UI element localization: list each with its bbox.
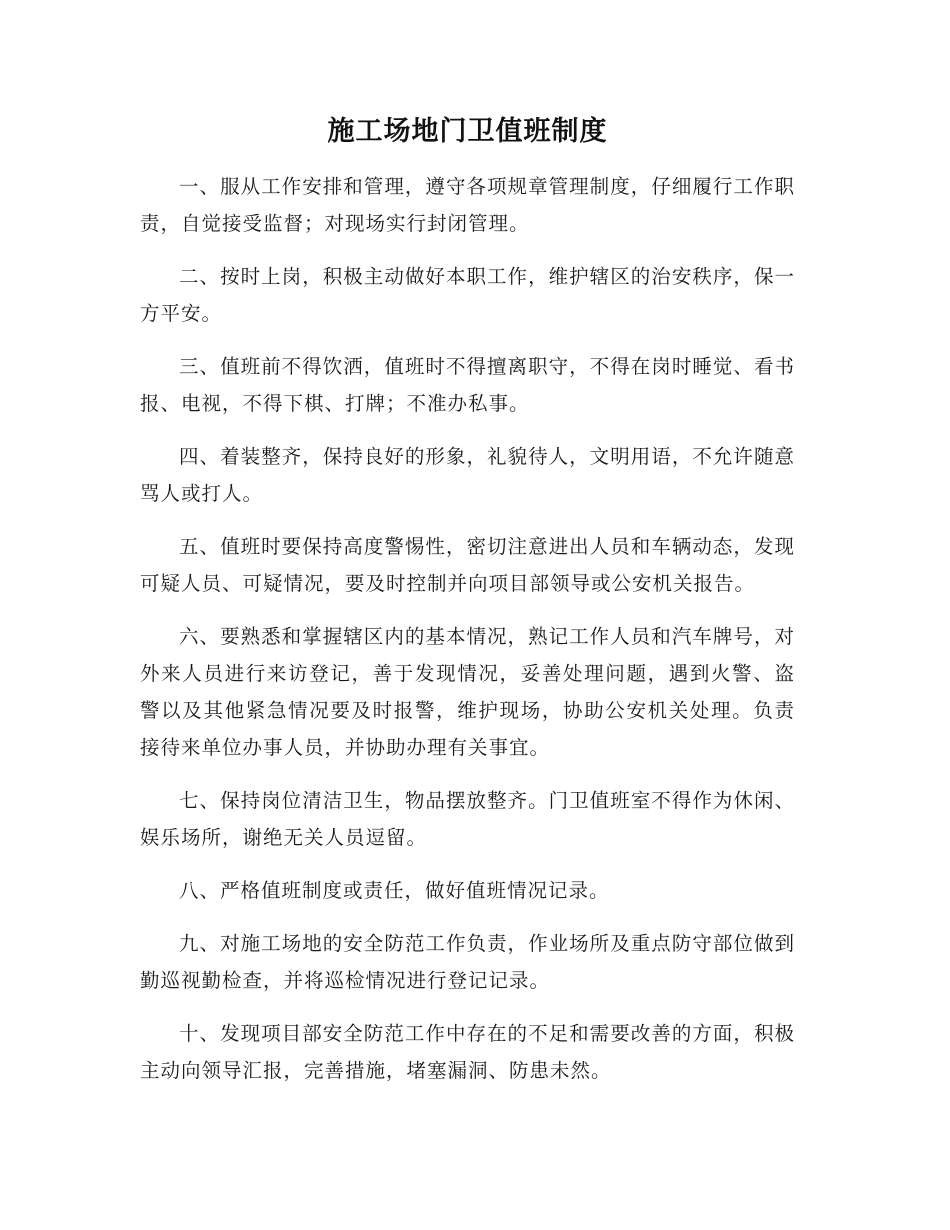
document-body [140, 112, 795, 1105]
rule-paragraph-4: 四、着装整齐，保持良好的形象，礼貌待人，文明用语，不允许随意骂人或打人。 [140, 445, 795, 505]
rule-paragraph-10: 十、发现项目部安全防范工作中存在的不足和需要改善的方面，积极主动向领导汇报，完善措施，堵塞漏洞、防患未然。 [140, 1022, 795, 1082]
rule-paragraph-7: 七、保持岗位清洁卫生，物品摆放整齐。门卫值班室不得作为休闲、娱乐场所，谢绝无关人员逗留。 [140, 789, 795, 849]
rule-paragraph-6: 六、要熟悉和掌握辖区内的基本情况，熟记工作人员和汽车牌号，对外来人员进行来访登记，善于发现情况，妥善处理问题，遇到火警、盗警以及其他紧急情况要及时报警，维护现场，协助公安机关处理。负责接待来单位办事人员，并协助办理有关事宜。 [140, 625, 795, 759]
rule-paragraph-8: 八、严格值班制度或责任，做好值班情况记录。 [179, 879, 610, 902]
rule-paragraph-2: 二、按时上岗，积极主动做好本职工作，维护辖区的治安秩序，保一方平安。 [140, 265, 795, 325]
document-title: 施工场地门卫值班制度 [327, 116, 608, 147]
rule-paragraph-3: 三、值班前不得饮洒，值班时不得擅离职守，不得在岗时睡觉、看书报、电视，不得下棋、打牌；不准办私事。 [140, 355, 795, 415]
rule-paragraph-1: 一、服从工作安排和管理，遵守各项规章管理制度，仔细履行工作职责，自觉接受监督；对现场实行封闭管理。 [140, 175, 795, 235]
rule-paragraph-5: 五、值班时要保持高度警惕性，密切注意进出人员和车辆动态，发现可疑人员、可疑情况，要及时控制并向项目部领导或公安机关报告。 [140, 535, 795, 595]
rule-paragraph-9: 九、对施工场地的安全防范工作负责，作业场所及重点防守部位做到勤巡视勤检查，并将巡检情况进行登记记录。 [140, 932, 795, 992]
